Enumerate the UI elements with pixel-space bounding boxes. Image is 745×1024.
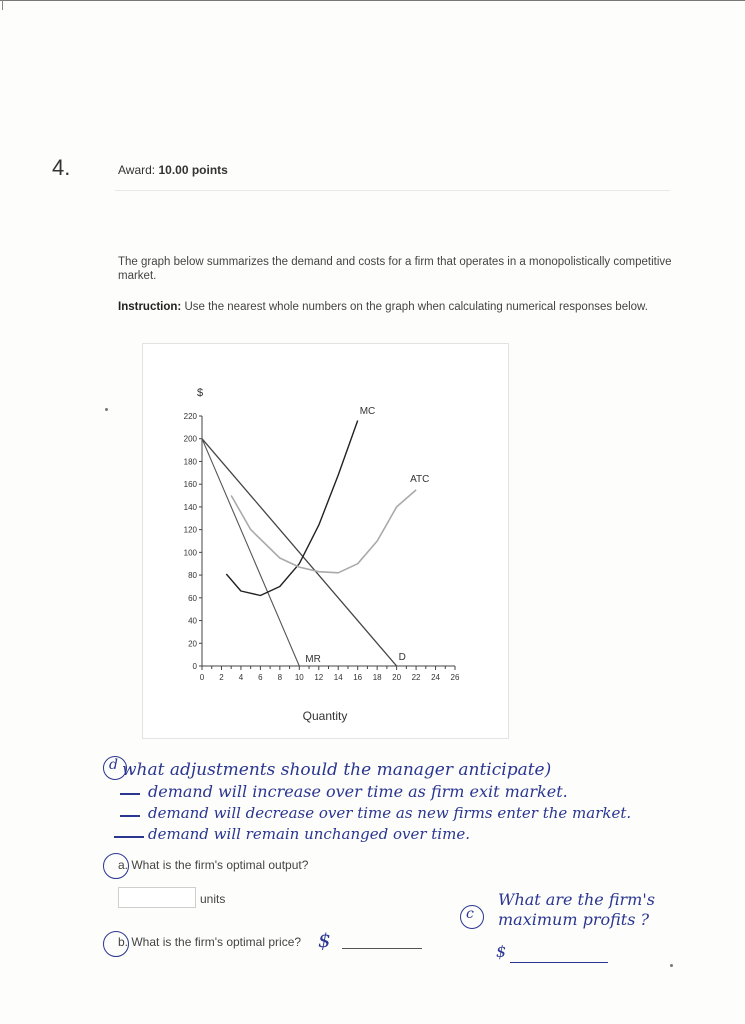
page-edge-mark [2,0,3,10]
question-number: 4. [52,155,71,180]
handwritten-question-c-line1: What are the firm's [498,890,655,909]
curve-mc [226,421,357,596]
y-tick-label: 80 [188,571,197,581]
curve-label-mr: MR [305,654,321,665]
units-label: units [200,892,226,906]
dash-2 [120,815,140,817]
header-divider [115,190,670,191]
x-tick-label: 20 [392,673,402,682]
question-b-text: What is the firm's optimal price? [131,935,302,949]
x-tick-label: 26 [450,673,460,682]
question-a [118,858,308,872]
d-marker: d [109,757,118,773]
x-tick-label: 12 [314,673,324,682]
curve-label-d: D [398,652,406,663]
y-tick-label: 120 [183,525,197,535]
question-b-marker: b. [118,935,129,949]
b-dollar-sign: $ [318,928,331,952]
x-axis-label: Quantity [302,709,348,723]
y-tick-label: 160 [183,480,197,490]
handwritten-question-d: what adjustments should the manager anticipate) [122,760,552,780]
x-tick-label: 6 [258,673,263,682]
axis-ticks [184,412,460,682]
y-tick-label: 20 [188,639,197,649]
y-tick-label: 100 [183,548,197,558]
curve-atc [231,490,416,573]
y-axis-label: $ [196,387,204,399]
y-tick-label: 60 [188,593,197,603]
intro-text: The graph below summarizes the demand and costs for a firm that operates in a monopolistically competitive market. [118,256,672,282]
instruction-label: Instruction: [118,301,182,313]
y-tick-label: 200 [183,434,197,444]
x-tick-label: 18 [372,673,382,682]
y-tick-label: 180 [183,457,197,467]
curve-label-mc: MC [359,406,376,417]
curves [202,421,416,667]
award-label-text: Award: [118,163,156,177]
curve-label-atc: ATC [410,473,430,485]
b-answer-line[interactable] [342,948,422,949]
y-tick-label: 220 [183,412,197,421]
x-tick-label: 16 [353,673,363,682]
instruction [118,300,678,314]
instruction-text: Use the nearest whole numbers on the graph when calculating numerical responses below. [184,301,648,313]
handwritten-option-2: demand will decrease over time as new firms enter the market. [148,804,632,822]
x-tick-label: 4 [238,673,244,682]
c-answer-line [510,962,608,963]
question-a-marker: a. [118,858,129,872]
x-tick-label: 0 [199,673,205,682]
x-tick-label: 22 [411,673,421,682]
chart [143,344,508,738]
y-tick-label: 0 [192,662,197,671]
x-tick-label: 24 [431,673,440,682]
x-tick-label: 10 [294,673,304,682]
speck [670,964,673,967]
optimal-output-input[interactable] [118,887,196,908]
y-tick-label: 40 [188,616,197,626]
y-tick-label: 140 [183,502,197,512]
dash-3 [114,836,144,838]
c-dollar-sign: $ [496,942,507,961]
curve-labels [305,406,429,665]
award-label [118,163,228,177]
speck [105,408,108,411]
page-edge-line [0,0,745,1]
x-tick-label: 8 [277,673,283,682]
handwritten-option-1: demand will increase over time as firm exit market. [148,782,568,801]
question-b [118,935,301,949]
question-a-text: What is the firm's optimal output? [131,858,309,872]
award-value: 10.00 points [158,163,228,177]
c-marker: c [466,906,474,922]
x-tick-label: 14 [333,673,343,682]
curve-mr [202,439,299,666]
x-tick-label: 2 [219,673,224,682]
handwritten-option-3: demand will remain unchanged over time. [148,825,470,843]
dash-1 [120,793,140,795]
handwritten-question-c-line2: maximum profits ? [498,910,650,929]
chart-frame [142,343,509,739]
